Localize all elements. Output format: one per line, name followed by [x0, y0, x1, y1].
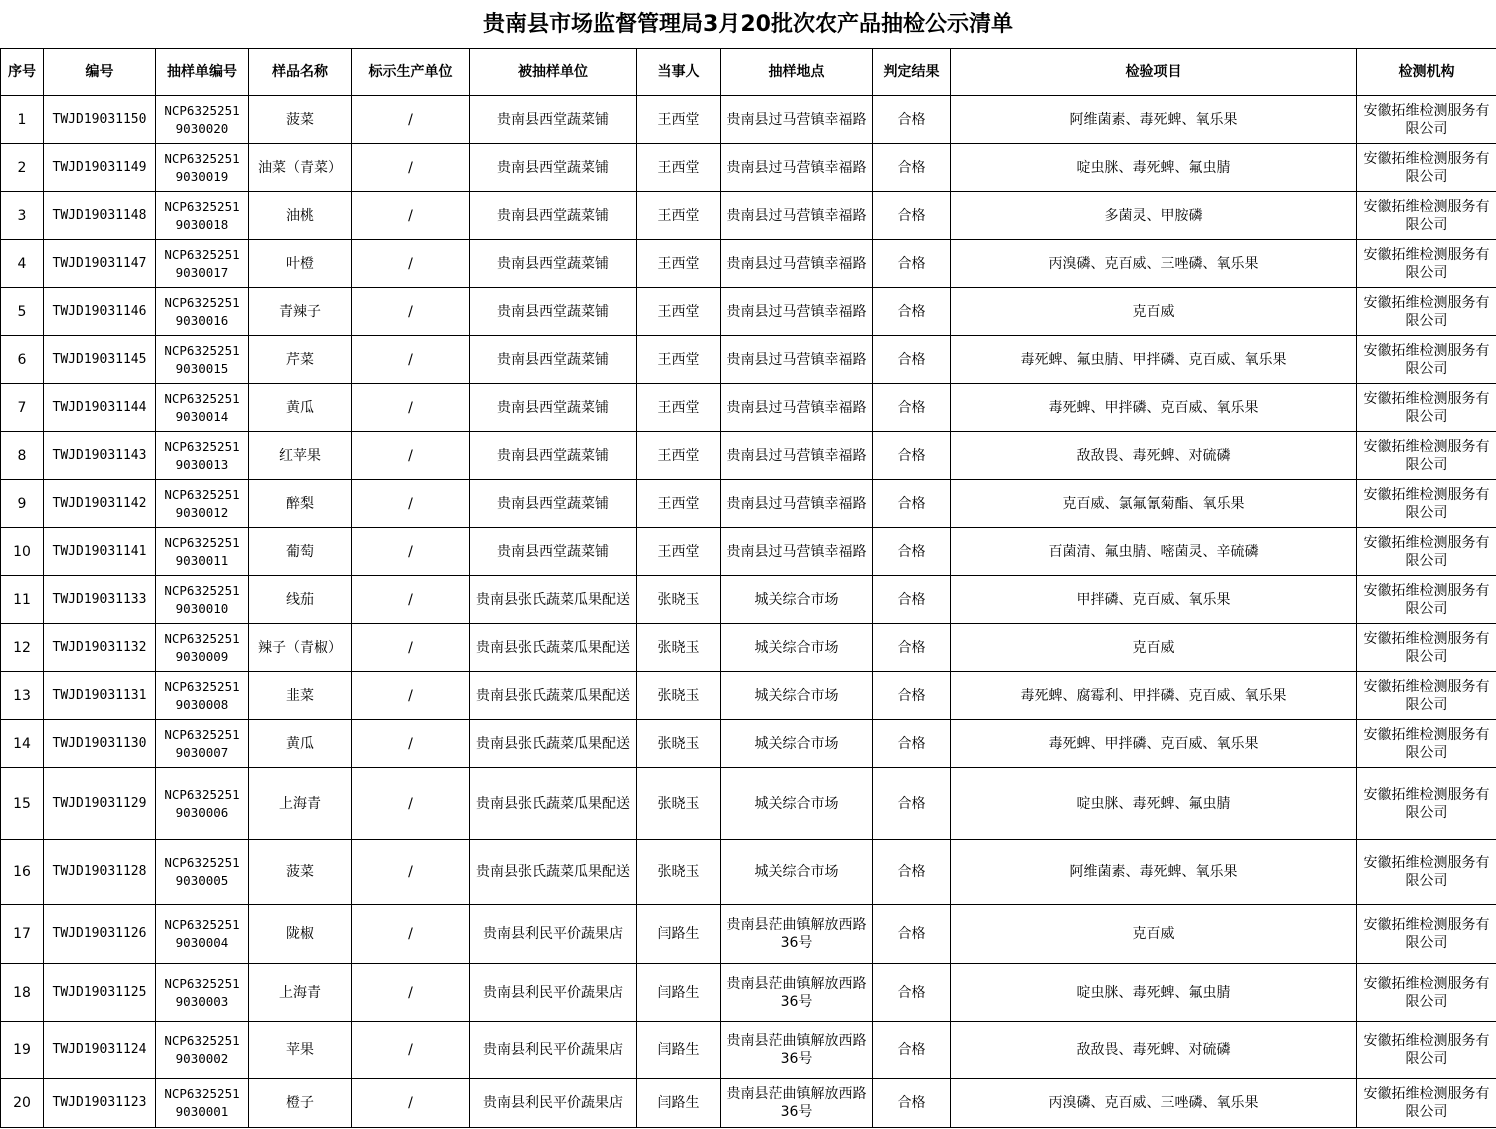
cell-no: 12: [1, 624, 44, 672]
cell-items: 啶虫脒、毒死蜱、氟虫腈: [951, 964, 1357, 1022]
cell-no: 1: [1, 96, 44, 144]
table-row: [1, 672, 1496, 720]
table-row: [1, 144, 1496, 192]
table-row: [1, 576, 1496, 624]
cell-sampled-unit: 贵南县张氏蔬菜瓜果配送: [470, 672, 637, 720]
cell-sample-no: [156, 528, 249, 576]
cell-sample-no: [156, 336, 249, 384]
col-header-no: 序号: [1, 49, 44, 96]
col-header-place: 抽样地点: [721, 49, 873, 96]
cell-sample-no: [156, 240, 249, 288]
cell-org: 安徽拓维检测服务有限公司: [1357, 1022, 1496, 1079]
sample-no-part-1: NCP6325251: [164, 198, 240, 214]
cell-sample-no: [156, 672, 249, 720]
cell-sampled-unit: 贵南县西堂蔬菜铺: [470, 144, 637, 192]
cell-producer: /: [352, 1022, 470, 1079]
sample-no-part-1: NCP6325251: [164, 390, 240, 406]
cell-code: TWJD19031123: [44, 1079, 156, 1128]
cell-producer: /: [352, 384, 470, 432]
sample-no-part-2: 9030009: [175, 648, 229, 664]
cell-sample-name: 青辣子: [249, 288, 352, 336]
cell-org: 安徽拓维检测服务有限公司: [1357, 840, 1496, 905]
cell-sample-no: [156, 964, 249, 1022]
cell-sample-no: [156, 288, 249, 336]
table-row: [1, 964, 1496, 1022]
table-row: [1, 1022, 1496, 1079]
cell-org: 安徽拓维检测服务有限公司: [1357, 576, 1496, 624]
table-row: [1, 96, 1496, 144]
cell-place: 城关综合市场: [721, 720, 873, 768]
cell-producer: /: [352, 720, 470, 768]
cell-sampled-unit: 贵南县西堂蔬菜铺: [470, 96, 637, 144]
cell-sample-no: [156, 1079, 249, 1128]
cell-sample-name: 菠菜: [249, 96, 352, 144]
cell-code: TWJD19031128: [44, 840, 156, 905]
table-row: [1, 840, 1496, 905]
sample-no-part-1: NCP6325251: [164, 917, 240, 932]
cell-org: 安徽拓维检测服务有限公司: [1357, 240, 1496, 288]
cell-org: 安徽拓维检测服务有限公司: [1357, 144, 1496, 192]
sample-no-part-2: 9030005: [175, 873, 229, 888]
sample-no-part-1: NCP6325251: [164, 1033, 240, 1048]
table-row: [1, 288, 1496, 336]
cell-items: 啶虫脒、毒死蜱、氟虫腈: [951, 144, 1357, 192]
sample-no-part-1: NCP6325251: [164, 102, 240, 118]
cell-items: 啶虫脒、毒死蜱、氟虫腈: [951, 768, 1357, 840]
cell-sampled-unit: 贵南县西堂蔬菜铺: [470, 240, 637, 288]
cell-producer: /: [352, 480, 470, 528]
cell-sample-name: 苹果: [249, 1022, 352, 1079]
col-header-result: 判定结果: [873, 49, 951, 96]
cell-no: 19: [1, 1022, 44, 1079]
cell-org: 安徽拓维检测服务有限公司: [1357, 672, 1496, 720]
cell-sample-name: 红苹果: [249, 432, 352, 480]
cell-producer: /: [352, 192, 470, 240]
cell-result: 合格: [873, 432, 951, 480]
sample-no-part-2: 9030020: [175, 120, 229, 136]
col-header-sample-no: 抽样单编号: [156, 49, 249, 96]
cell-result: 合格: [873, 576, 951, 624]
cell-sample-name: 线茄: [249, 576, 352, 624]
sample-no-part-2: 9030003: [175, 993, 229, 1009]
header-row: [1, 49, 1496, 96]
cell-place: 贵南县过马营镇幸福路: [721, 528, 873, 576]
cell-producer: /: [352, 144, 470, 192]
cell-party: 张晓玉: [637, 672, 721, 720]
table-row: [1, 240, 1496, 288]
sample-no-part-2: 9030015: [175, 360, 229, 376]
cell-org: 安徽拓维检测服务有限公司: [1357, 528, 1496, 576]
cell-result: 合格: [873, 840, 951, 905]
cell-party: 王西堂: [637, 432, 721, 480]
cell-result: 合格: [873, 288, 951, 336]
sample-no-part-1: NCP6325251: [164, 534, 240, 550]
cell-sampled-unit: 贵南县张氏蔬菜瓜果配送: [470, 840, 637, 905]
cell-no: 20: [1, 1079, 44, 1128]
cell-no: 4: [1, 240, 44, 288]
sample-no-part-1: NCP6325251: [164, 1086, 240, 1101]
cell-code: TWJD19031148: [44, 192, 156, 240]
cell-party: 闫路生: [637, 905, 721, 964]
cell-producer: /: [352, 768, 470, 840]
cell-code: TWJD19031130: [44, 720, 156, 768]
cell-items: 阿维菌素、毒死蜱、氧乐果: [951, 840, 1357, 905]
cell-party: 张晓玉: [637, 768, 721, 840]
cell-sample-name: 橙子: [249, 1079, 352, 1128]
cell-items: 阿维菌素、毒死蜱、氧乐果: [951, 96, 1357, 144]
cell-place: 贵南县过马营镇幸福路: [721, 480, 873, 528]
cell-sample-no: [156, 768, 249, 840]
cell-org: 安徽拓维检测服务有限公司: [1357, 720, 1496, 768]
cell-no: 7: [1, 384, 44, 432]
cell-sample-no: [156, 480, 249, 528]
table-row: [1, 384, 1496, 432]
cell-sample-name: 黄瓜: [249, 720, 352, 768]
cell-org: 安徽拓维检测服务有限公司: [1357, 288, 1496, 336]
cell-items: 克百威: [951, 624, 1357, 672]
cell-place: 贵南县过马营镇幸福路: [721, 384, 873, 432]
cell-sampled-unit: 贵南县利民平价蔬果店: [470, 1022, 637, 1079]
table-row: [1, 528, 1496, 576]
cell-code: TWJD19031146: [44, 288, 156, 336]
cell-items: 毒死蜱、甲拌磷、克百威、氧乐果: [951, 720, 1357, 768]
sample-no-part-1: NCP6325251: [164, 486, 240, 502]
cell-sample-name: 油桃: [249, 192, 352, 240]
cell-party: 王西堂: [637, 480, 721, 528]
cell-org: 安徽拓维检测服务有限公司: [1357, 384, 1496, 432]
cell-code: TWJD19031144: [44, 384, 156, 432]
cell-sample-name: 辣子（青椒）: [249, 624, 352, 672]
cell-place: 贵南县过马营镇幸福路: [721, 336, 873, 384]
cell-code: TWJD19031133: [44, 576, 156, 624]
cell-code: TWJD19031132: [44, 624, 156, 672]
table-row: [1, 905, 1496, 964]
cell-sampled-unit: 贵南县利民平价蔬果店: [470, 905, 637, 964]
cell-sampled-unit: 贵南县张氏蔬菜瓜果配送: [470, 768, 637, 840]
cell-no: 8: [1, 432, 44, 480]
cell-org: 安徽拓维检测服务有限公司: [1357, 624, 1496, 672]
cell-producer: /: [352, 96, 470, 144]
table-row: [1, 432, 1496, 480]
cell-party: 王西堂: [637, 192, 721, 240]
col-header-org: 检测机构: [1357, 49, 1496, 96]
sample-no-part-2: 9030004: [175, 935, 229, 950]
sample-no-part-2: 9030007: [175, 744, 229, 760]
cell-sample-name: 陇椒: [249, 905, 352, 964]
sample-no-part-1: NCP6325251: [164, 246, 240, 262]
cell-org: 安徽拓维检测服务有限公司: [1357, 480, 1496, 528]
cell-sample-name: 葡萄: [249, 528, 352, 576]
cell-items: 克百威: [951, 905, 1357, 964]
cell-no: 2: [1, 144, 44, 192]
inspection-table: [0, 48, 1496, 1128]
cell-no: 6: [1, 336, 44, 384]
cell-no: 17: [1, 905, 44, 964]
cell-result: 合格: [873, 672, 951, 720]
cell-result: 合格: [873, 768, 951, 840]
cell-sample-name: 油菜（青菜）: [249, 144, 352, 192]
sample-no-part-1: NCP6325251: [164, 678, 240, 694]
cell-code: TWJD19031142: [44, 480, 156, 528]
cell-party: 王西堂: [637, 528, 721, 576]
cell-party: 张晓玉: [637, 576, 721, 624]
cell-items: 甲拌磷、克百威、氧乐果: [951, 576, 1357, 624]
cell-code: TWJD19031145: [44, 336, 156, 384]
cell-party: 王西堂: [637, 144, 721, 192]
cell-sample-no: [156, 144, 249, 192]
cell-items: 敌敌畏、毒死蜱、对硫磷: [951, 1022, 1357, 1079]
cell-code: TWJD19031125: [44, 964, 156, 1022]
cell-items: 毒死蜱、氟虫腈、甲拌磷、克百威、氧乐果: [951, 336, 1357, 384]
cell-party: 闫路生: [637, 1079, 721, 1128]
sample-no-part-2: 9030002: [175, 1051, 229, 1066]
cell-producer: /: [352, 1079, 470, 1128]
cell-sample-no: [156, 840, 249, 905]
cell-org: 安徽拓维检测服务有限公司: [1357, 1079, 1496, 1128]
cell-sample-no: [156, 720, 249, 768]
sample-no-part-1: NCP6325251: [164, 855, 240, 870]
cell-items: 丙溴磷、克百威、三唑磷、氧乐果: [951, 1079, 1357, 1128]
table-row: [1, 1079, 1496, 1128]
cell-items: 丙溴磷、克百威、三唑磷、氧乐果: [951, 240, 1357, 288]
sample-no-part-1: NCP6325251: [164, 630, 240, 646]
cell-place: 贵南县茫曲镇解放西路36号: [721, 1079, 873, 1128]
cell-no: 10: [1, 528, 44, 576]
sample-no-part-2: 9030019: [175, 168, 229, 184]
cell-sampled-unit: 贵南县西堂蔬菜铺: [470, 480, 637, 528]
cell-result: 合格: [873, 144, 951, 192]
cell-sample-name: 黄瓜: [249, 384, 352, 432]
cell-sample-no: [156, 624, 249, 672]
cell-items: 敌敌畏、毒死蜱、对硫磷: [951, 432, 1357, 480]
cell-sample-no: [156, 576, 249, 624]
cell-sample-name: 叶橙: [249, 240, 352, 288]
col-header-party: 当事人: [637, 49, 721, 96]
cell-result: 合格: [873, 96, 951, 144]
cell-sampled-unit: 贵南县利民平价蔬果店: [470, 964, 637, 1022]
cell-sample-name: 菠菜: [249, 840, 352, 905]
cell-org: 安徽拓维检测服务有限公司: [1357, 192, 1496, 240]
cell-items: 多菌灵、甲胺磷: [951, 192, 1357, 240]
cell-producer: /: [352, 336, 470, 384]
sample-no-part-2: 9030014: [175, 408, 229, 424]
cell-org: 安徽拓维检测服务有限公司: [1357, 432, 1496, 480]
cell-sampled-unit: 贵南县西堂蔬菜铺: [470, 528, 637, 576]
sample-no-part-1: NCP6325251: [164, 975, 240, 991]
cell-sampled-unit: 贵南县西堂蔬菜铺: [470, 384, 637, 432]
cell-sampled-unit: 贵南县西堂蔬菜铺: [470, 192, 637, 240]
cell-items: 毒死蜱、腐霉利、甲拌磷、克百威、氧乐果: [951, 672, 1357, 720]
cell-result: 合格: [873, 336, 951, 384]
cell-party: 王西堂: [637, 240, 721, 288]
cell-org: 安徽拓维检测服务有限公司: [1357, 964, 1496, 1022]
col-header-items: 检验项目: [951, 49, 1357, 96]
cell-producer: /: [352, 288, 470, 336]
cell-sampled-unit: 贵南县利民平价蔬果店: [470, 1079, 637, 1128]
sample-no-part-1: NCP6325251: [164, 294, 240, 310]
cell-place: 城关综合市场: [721, 768, 873, 840]
cell-party: 王西堂: [637, 384, 721, 432]
cell-producer: /: [352, 905, 470, 964]
table-row: [1, 720, 1496, 768]
sample-no-part-1: NCP6325251: [164, 150, 240, 166]
cell-sample-no: [156, 432, 249, 480]
cell-no: 9: [1, 480, 44, 528]
cell-place: 贵南县过马营镇幸福路: [721, 144, 873, 192]
sample-no-part-2: 9030013: [175, 456, 229, 472]
cell-code: TWJD19031143: [44, 432, 156, 480]
cell-items: 百菌清、氟虫腈、嘧菌灵、辛硫磷: [951, 528, 1357, 576]
cell-party: 张晓玉: [637, 720, 721, 768]
cell-code: TWJD19031150: [44, 96, 156, 144]
cell-sample-name: 芹菜: [249, 336, 352, 384]
cell-result: 合格: [873, 964, 951, 1022]
cell-sample-name: 醉梨: [249, 480, 352, 528]
cell-result: 合格: [873, 720, 951, 768]
sample-no-part-2: 9030001: [175, 1104, 229, 1119]
cell-result: 合格: [873, 624, 951, 672]
sample-no-part-2: 9030012: [175, 504, 229, 520]
sample-no-part-1: NCP6325251: [164, 342, 240, 358]
cell-party: 王西堂: [637, 288, 721, 336]
cell-result: 合格: [873, 528, 951, 576]
cell-result: 合格: [873, 1022, 951, 1079]
cell-sample-no: [156, 192, 249, 240]
sample-no-part-1: NCP6325251: [164, 582, 240, 598]
cell-no: 16: [1, 840, 44, 905]
cell-place: 贵南县过马营镇幸福路: [721, 240, 873, 288]
cell-result: 合格: [873, 905, 951, 964]
cell-org: 安徽拓维检测服务有限公司: [1357, 768, 1496, 840]
cell-party: 张晓玉: [637, 624, 721, 672]
cell-sample-name: 上海青: [249, 964, 352, 1022]
cell-result: 合格: [873, 1079, 951, 1128]
sample-no-part-2: 9030016: [175, 312, 229, 328]
sample-no-part-1: NCP6325251: [164, 786, 240, 802]
cell-place: 城关综合市场: [721, 840, 873, 905]
table-row: [1, 480, 1496, 528]
cell-result: 合格: [873, 480, 951, 528]
cell-sample-name: 上海青: [249, 768, 352, 840]
cell-sampled-unit: 贵南县张氏蔬菜瓜果配送: [470, 576, 637, 624]
sample-no-part-2: 9030018: [175, 216, 229, 232]
cell-sample-no: [156, 1022, 249, 1079]
table-row: [1, 192, 1496, 240]
table-row: [1, 624, 1496, 672]
col-header-sampled-unit: 被抽样单位: [470, 49, 637, 96]
cell-no: 11: [1, 576, 44, 624]
cell-org: 安徽拓维检测服务有限公司: [1357, 905, 1496, 964]
sample-no-part-2: 9030017: [175, 264, 229, 280]
col-header-code: 编号: [44, 49, 156, 96]
cell-items: 克百威、氯氟氰菊酯、氧乐果: [951, 480, 1357, 528]
cell-result: 合格: [873, 384, 951, 432]
cell-place: 城关综合市场: [721, 672, 873, 720]
cell-producer: /: [352, 624, 470, 672]
cell-no: 14: [1, 720, 44, 768]
cell-producer: /: [352, 576, 470, 624]
cell-place: 贵南县过马营镇幸福路: [721, 288, 873, 336]
table-row: [1, 768, 1496, 840]
cell-org: 安徽拓维检测服务有限公司: [1357, 96, 1496, 144]
cell-place: 贵南县茫曲镇解放西路36号: [721, 1022, 873, 1079]
cell-no: 3: [1, 192, 44, 240]
cell-place: 贵南县茫曲镇解放西路36号: [721, 905, 873, 964]
cell-party: 王西堂: [637, 96, 721, 144]
cell-code: TWJD19031147: [44, 240, 156, 288]
cell-result: 合格: [873, 240, 951, 288]
cell-producer: /: [352, 240, 470, 288]
cell-party: 王西堂: [637, 336, 721, 384]
cell-sample-no: [156, 384, 249, 432]
sample-no-part-2: 9030006: [175, 804, 229, 820]
cell-sampled-unit: 贵南县西堂蔬菜铺: [470, 432, 637, 480]
cell-place: 城关综合市场: [721, 624, 873, 672]
cell-place: 贵南县过马营镇幸福路: [721, 432, 873, 480]
cell-sampled-unit: 贵南县张氏蔬菜瓜果配送: [470, 624, 637, 672]
cell-no: 18: [1, 964, 44, 1022]
cell-sampled-unit: 贵南县西堂蔬菜铺: [470, 288, 637, 336]
sample-no-part-1: NCP6325251: [164, 438, 240, 454]
cell-party: 闫路生: [637, 964, 721, 1022]
cell-items: 克百威: [951, 288, 1357, 336]
cell-place: 贵南县过马营镇幸福路: [721, 192, 873, 240]
cell-no: 15: [1, 768, 44, 840]
page-title: 贵南县市场监督管理局3月20批次农产品抽检公示清单: [483, 12, 1013, 37]
cell-place: 贵南县过马营镇幸福路: [721, 96, 873, 144]
cell-sampled-unit: 贵南县西堂蔬菜铺: [470, 336, 637, 384]
cell-result: 合格: [873, 192, 951, 240]
cell-items: 毒死蜱、甲拌磷、克百威、氧乐果: [951, 384, 1357, 432]
cell-party: 张晓玉: [637, 840, 721, 905]
cell-code: TWJD19031149: [44, 144, 156, 192]
cell-code: TWJD19031129: [44, 768, 156, 840]
cell-no: 5: [1, 288, 44, 336]
cell-code: TWJD19031124: [44, 1022, 156, 1079]
cell-producer: /: [352, 840, 470, 905]
cell-sample-no: [156, 96, 249, 144]
cell-producer: /: [352, 528, 470, 576]
cell-code: TWJD19031141: [44, 528, 156, 576]
cell-place: 城关综合市场: [721, 576, 873, 624]
cell-sample-no: [156, 905, 249, 964]
col-header-sample-name: 样品名称: [249, 49, 352, 96]
sample-no-part-1: NCP6325251: [164, 726, 240, 742]
cell-sampled-unit: 贵南县张氏蔬菜瓜果配送: [470, 720, 637, 768]
cell-party: 闫路生: [637, 1022, 721, 1079]
cell-org: 安徽拓维检测服务有限公司: [1357, 336, 1496, 384]
table-row: [1, 336, 1496, 384]
cell-producer: /: [352, 964, 470, 1022]
sample-no-part-2: 9030010: [175, 600, 229, 616]
cell-code: TWJD19031131: [44, 672, 156, 720]
cell-producer: /: [352, 432, 470, 480]
cell-sample-name: 韭菜: [249, 672, 352, 720]
cell-code: TWJD19031126: [44, 905, 156, 964]
cell-place: 贵南县茫曲镇解放西路36号: [721, 964, 873, 1022]
sample-no-part-2: 9030008: [175, 696, 229, 712]
col-header-producer: 标示生产单位: [352, 49, 470, 96]
sample-no-part-2: 9030011: [175, 552, 229, 568]
cell-no: 13: [1, 672, 44, 720]
cell-producer: /: [352, 672, 470, 720]
